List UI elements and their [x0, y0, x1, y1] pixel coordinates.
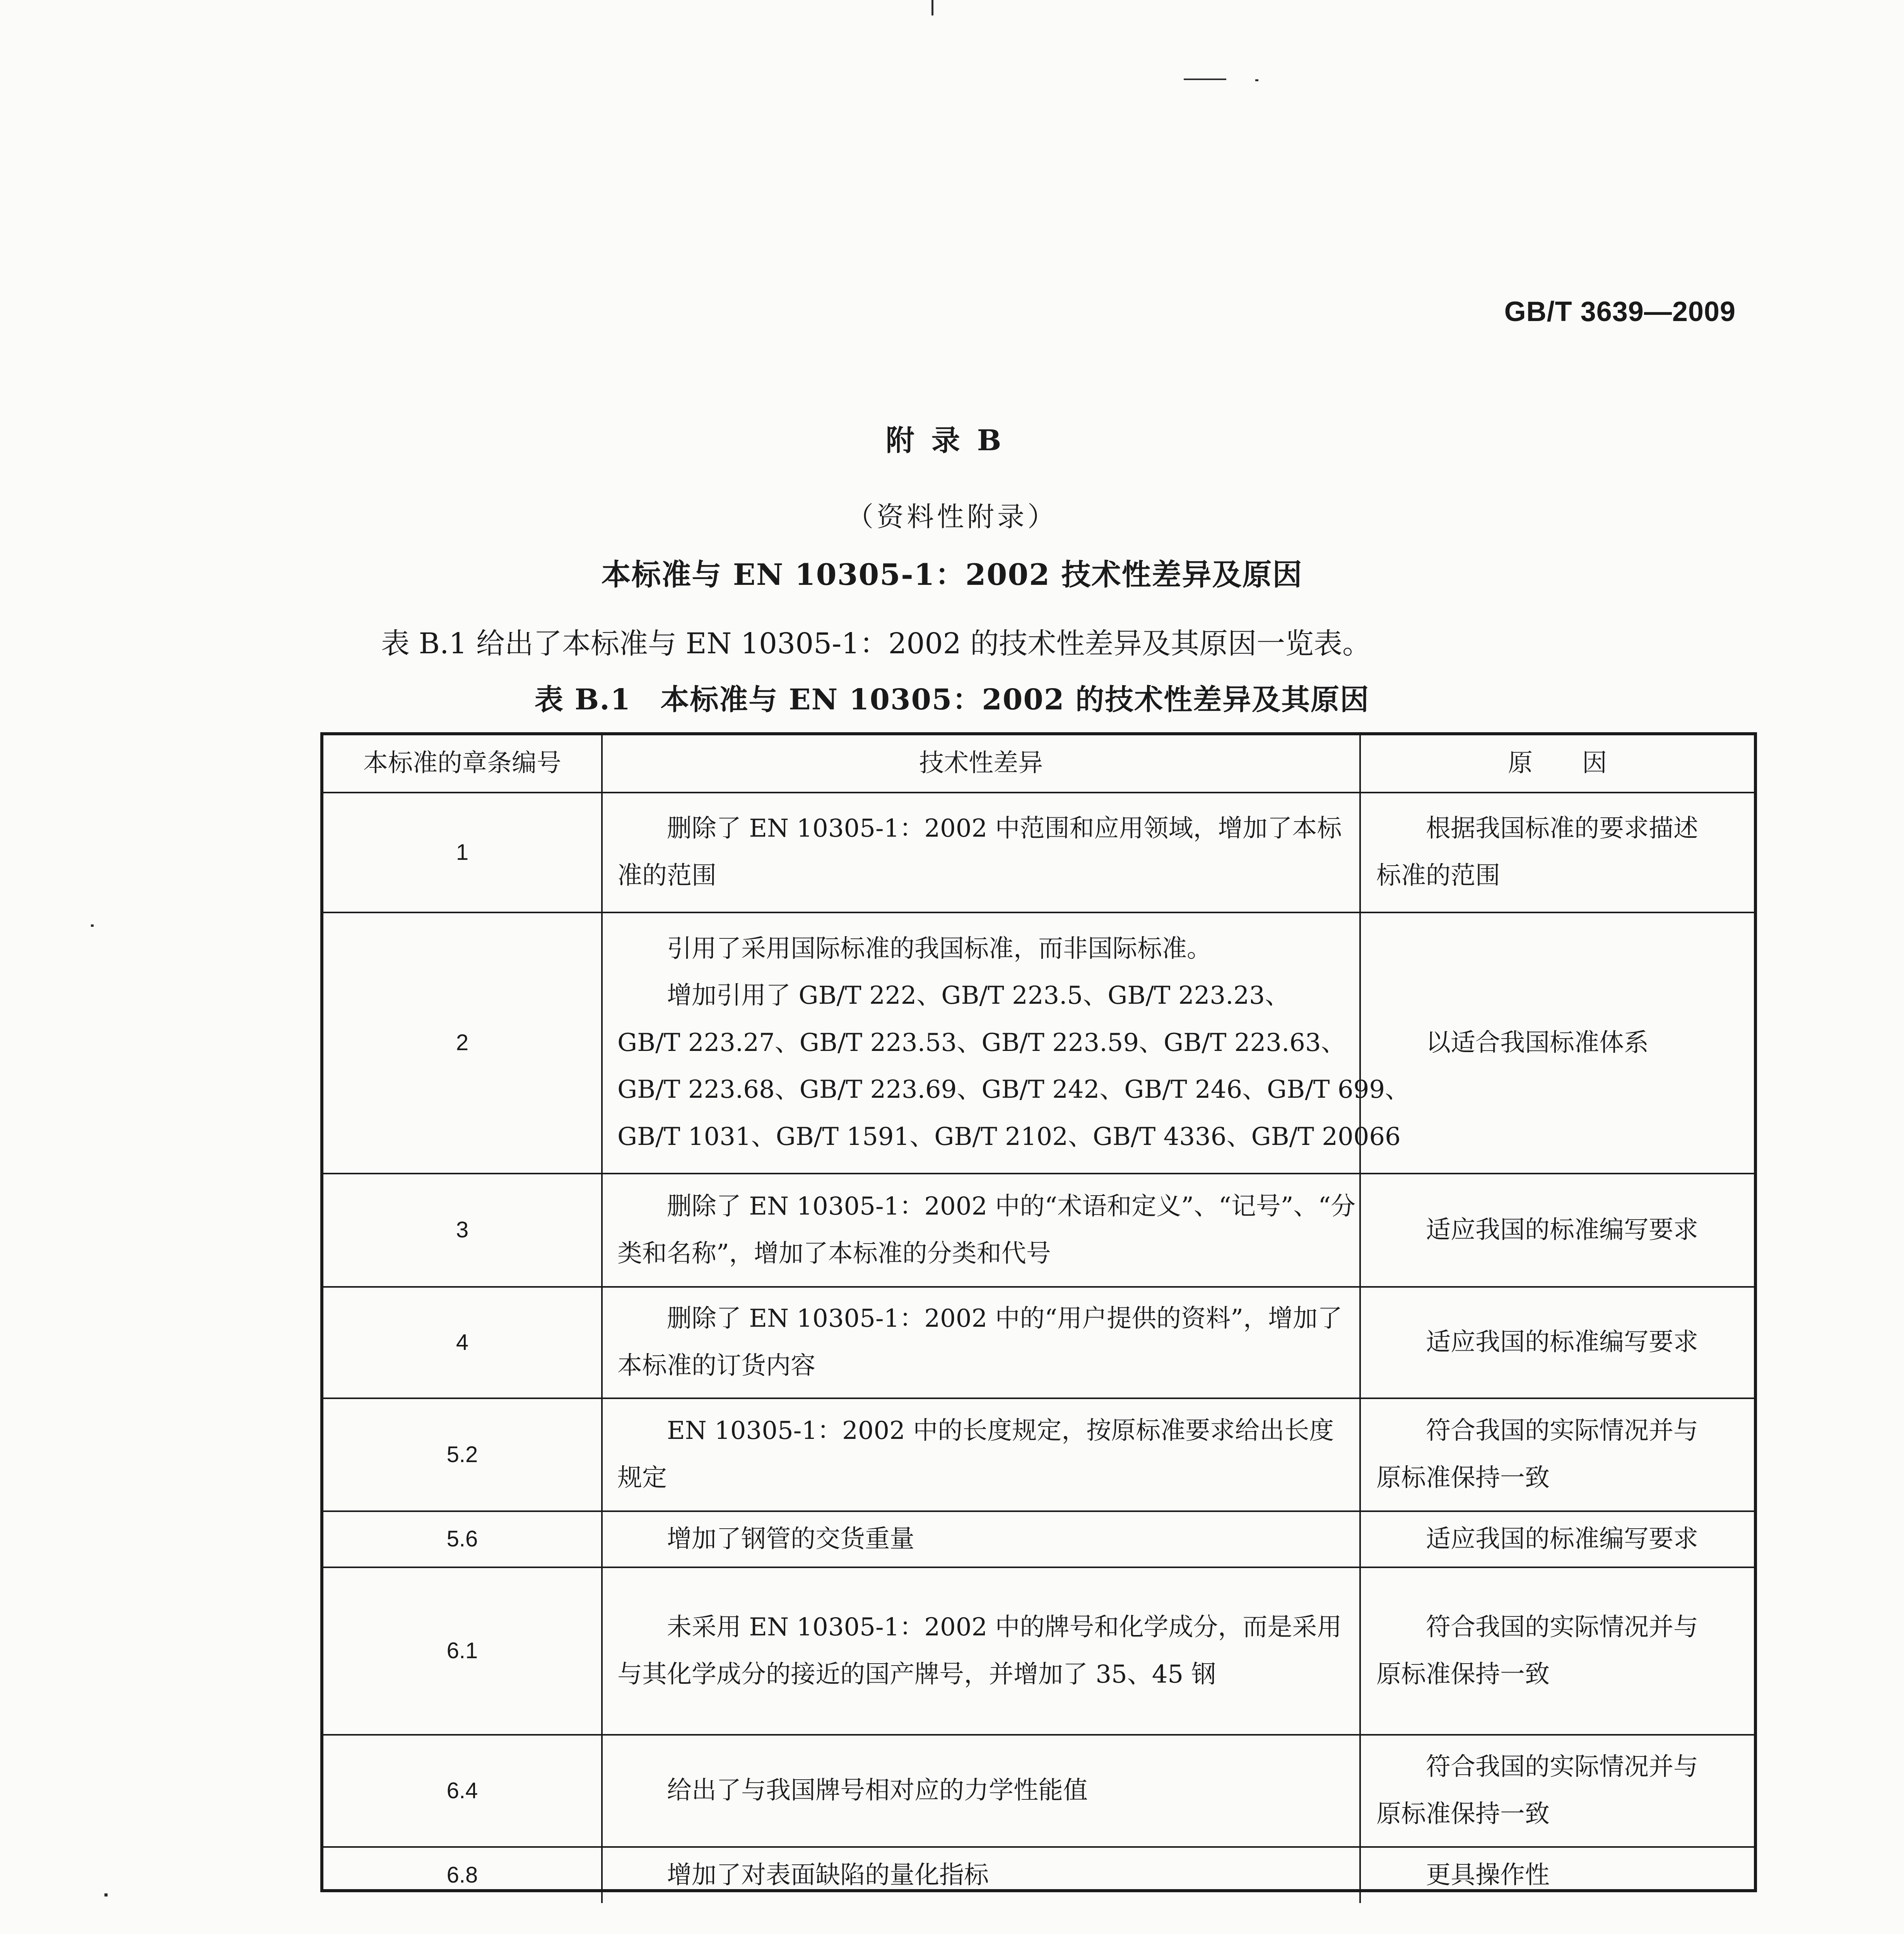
reason-text: 根据我国标准的要求描述 标准的范围 [1360, 793, 1754, 912]
reason-text: 适应我国的标准编写要求 [1360, 1511, 1754, 1567]
difference-text: 删除了 EN 10305-1：2002 中的“用户提供的资料”，增加了 本标准的订货内容 [602, 1287, 1360, 1398]
standard-code: GB/T 3639—2009 [1504, 296, 1736, 327]
scan-speck [1184, 79, 1226, 80]
reason-text: 符合我国的实际情况并与 原标准保持一致 [1360, 1567, 1754, 1735]
header-reason: 原 因 [1360, 735, 1754, 793]
clause-number: 5.2 [323, 1398, 602, 1511]
clause-number: 6.4 [323, 1735, 602, 1847]
appendix-subtitle: （资料性附录） [846, 501, 1058, 533]
clause-number: 1 [323, 793, 602, 912]
table-row [323, 1398, 1754, 1511]
difference-text: 引用了采用国际标准的我国标准，而非国际标准。 增加引用了 GB/T 222、GB/T 223.5、GB/T 223.23、 GB/T 223.27、GB/T 223.53、GB/T 223.59、GB/T 223.63、 GB/T 223.68、GB/T 223.69、GB/T 242、GB/T 246、GB/T 699、 GB/T 1031、GB/T 1591、GB/T 2102、GB/T 4336、GB/T 20066 [602, 912, 1360, 1174]
header-difference: 技术性差异 [602, 735, 1360, 793]
reason-text: 以适合我国标准体系 [1360, 912, 1754, 1174]
scan-speck [91, 924, 94, 927]
scan-speck [1255, 79, 1258, 81]
table-row [323, 1287, 1754, 1398]
clause-number: 2 [323, 912, 602, 1174]
difference-text: 删除了 EN 10305-1：2002 中的“术语和定义”、“记号”、“分 类和名称”，增加了本标准的分类和代号 [602, 1174, 1360, 1287]
clause-number: 5.6 [323, 1511, 602, 1567]
table-row [323, 1847, 1754, 1903]
table-row [323, 1174, 1754, 1287]
reason-text: 更具操作性 [1360, 1847, 1754, 1903]
table-row [323, 1567, 1754, 1735]
table-row [323, 912, 1754, 1174]
difference-text: 增加了钢管的交货重量 [602, 1511, 1360, 1567]
difference-text: 未采用 EN 10305-1：2002 中的牌号和化学成分，而是采用 与其化学成分的接近的国产牌号，并增加了 35、45 钢 [602, 1567, 1360, 1735]
difference-table [323, 735, 1754, 1903]
clause-number: 6.8 [323, 1847, 602, 1903]
reason-text: 符合我国的实际情况并与 原标准保持一致 [1360, 1735, 1754, 1847]
table-row [323, 1511, 1754, 1567]
appendix-title: 附录B [885, 424, 1019, 457]
table-header-row [323, 735, 1754, 793]
table-caption: 表 B.1 本标准与 EN 10305：2002 的技术性差异及其原因 [534, 683, 1370, 716]
appendix-heading: 本标准与 EN 10305-1：2002 技术性差异及原因 [601, 557, 1303, 592]
clause-number: 3 [323, 1174, 602, 1287]
difference-text: EN 10305-1：2002 中的长度规定，按原标准要求给出长度 规定 [602, 1398, 1360, 1511]
intro-paragraph: 表 B.1 给出了本标准与 EN 10305-1：2002 的技术性差异及其原因一览表。 [381, 627, 1371, 660]
scan-speck [104, 1893, 108, 1896]
reason-text: 适应我国的标准编写要求 [1360, 1287, 1754, 1398]
difference-table-frame [320, 732, 1757, 1892]
reason-text: 符合我国的实际情况并与 原标准保持一致 [1360, 1398, 1754, 1511]
header-clause: 本标准的章条编号 [323, 735, 602, 793]
reason-text: 适应我国的标准编写要求 [1360, 1174, 1754, 1287]
difference-text: 给出了与我国牌号相对应的力学性能值 [602, 1735, 1360, 1847]
difference-text: 增加了对表面缺陷的量化指标 [602, 1847, 1360, 1903]
table-row [323, 1735, 1754, 1847]
clause-number: 4 [323, 1287, 602, 1398]
clause-number: 6.1 [323, 1567, 602, 1735]
difference-text: 删除了 EN 10305-1：2002 中范围和应用领域，增加了本标 准的范围 [602, 793, 1360, 912]
scan-speck [931, 0, 933, 15]
table-row [323, 793, 1754, 912]
